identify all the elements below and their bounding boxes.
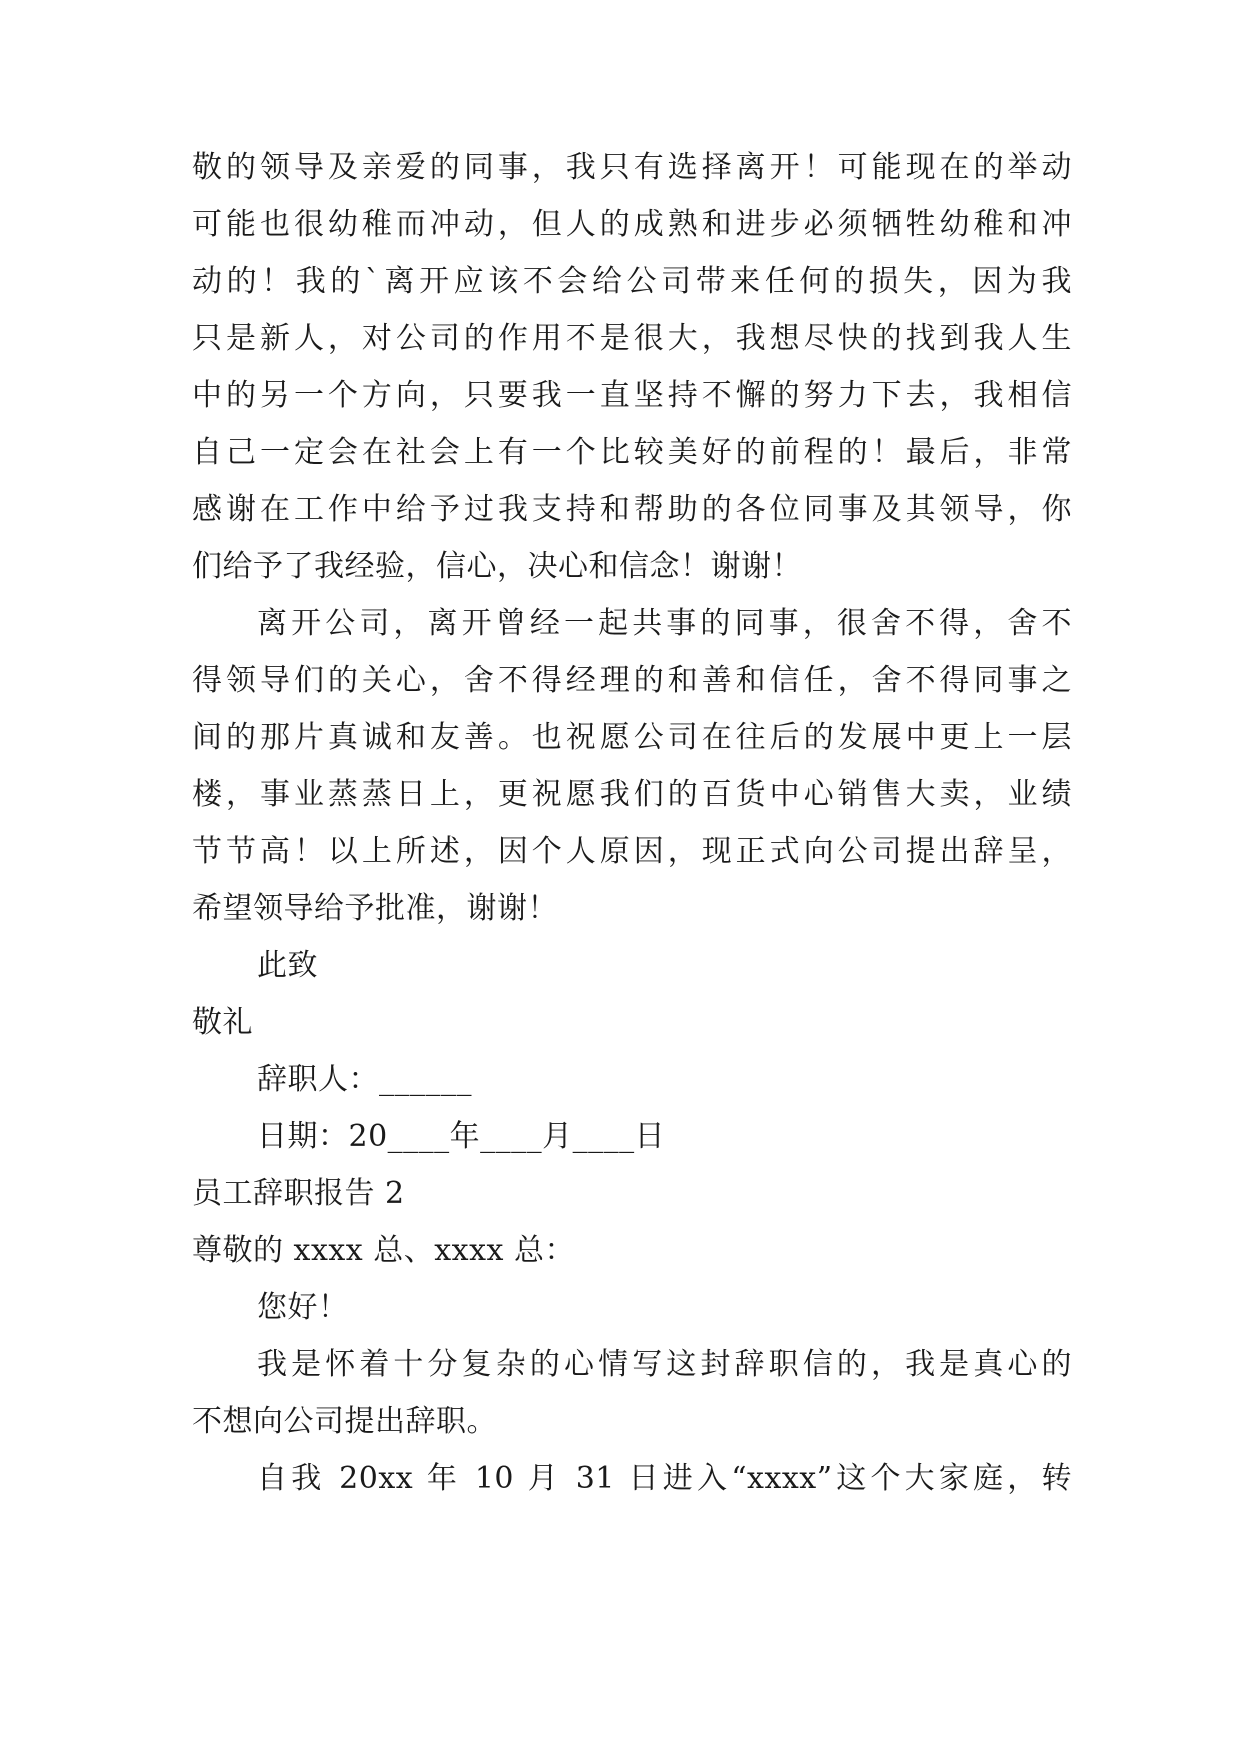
paragraph-line: 动的！我的`离开应该不会给公司带来任何的损失，因为我 <box>192 264 1072 299</box>
signature-line: 辞职人：______ <box>257 1062 472 1097</box>
paragraph-line: 敬的领导及亲爱的同事，我只有选择离开！可能现在的举动 <box>192 150 1072 185</box>
paragraph-line: 我是怀着十分复杂的心情写这封辞职信的，我是真心的 <box>257 1347 1072 1382</box>
paragraph-line: 离开公司，离开曾经一起共事的同事，很舍不得，舍不 <box>257 606 1072 641</box>
paragraph-line: 自己一定会在社会上有一个比较美好的前程的！最后，非常 <box>192 435 1072 470</box>
paragraph-line: 不想向公司提出辞职。 <box>192 1404 497 1439</box>
paragraph-line: 希望领导给予批准，谢谢！ <box>192 891 558 926</box>
paragraph-line: 可能也很幼稚而冲动，但人的成熟和进步必须牺牲幼稚和冲 <box>192 207 1072 242</box>
paragraph-line: 间的那片真诚和友善。也祝愿公司在往后的发展中更上一层 <box>192 720 1072 755</box>
paragraph-line: 楼，事业蒸蒸日上，更祝愿我们的百货中心销售大卖，业绩 <box>192 777 1072 812</box>
paragraph-line: 中的另一个方向，只要我一直坚持不懈的努力下去，我相信 <box>192 378 1072 413</box>
paragraph-line: 得领导们的关心，舍不得经理的和善和信任，舍不得同事之 <box>192 663 1072 698</box>
paragraph-line: 只是新人，对公司的作用不是很大，我想尽快的找到我人生 <box>192 321 1072 356</box>
closing-salutation: 此致 <box>257 948 318 983</box>
paragraph-line: 们给予了我经验，信心，决心和信念！谢谢！ <box>192 549 802 584</box>
date-line: 日期：20____年____月____日 <box>257 1119 666 1154</box>
paragraph-line: 感谢在工作中给予过我支持和帮助的各位同事及其领导，你 <box>192 492 1072 527</box>
paragraph-line: 节节高！以上所述，因个人原因，现正式向公司提出辞呈， <box>192 834 1072 869</box>
salutation: 尊敬的 xxxx 总、xxxx 总： <box>192 1233 575 1268</box>
section-title: 员工辞职报告 2 <box>192 1176 405 1211</box>
closing-regards: 敬礼 <box>192 1005 253 1040</box>
greeting: 您好！ <box>257 1290 349 1325</box>
paragraph-line: 自我 20xx 年 10 月 31 日进入“xxxx”这个大家庭，转 <box>257 1461 1072 1496</box>
